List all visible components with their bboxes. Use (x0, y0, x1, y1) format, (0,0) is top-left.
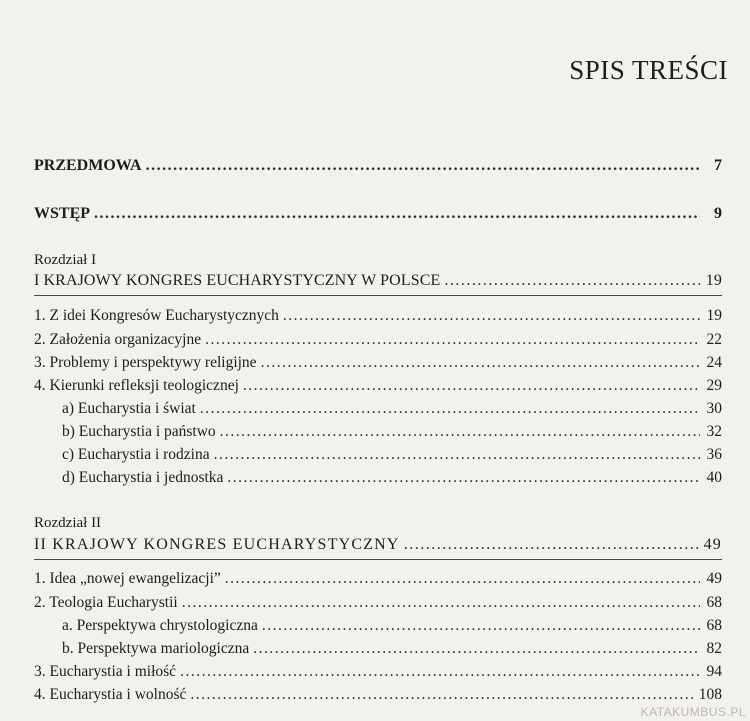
dot-leader (200, 399, 700, 419)
toc-entry-page: 32 (706, 423, 722, 440)
toc-entry-page: 82 (706, 640, 722, 657)
toc-entry-label: 1. Idea „nowej ewangelizacji” (34, 570, 221, 587)
toc-entry-label: a. Perspektywa chrystologiczna (62, 617, 258, 634)
chapter-1-title: I KRAJOWY KONGRES EUCHARYSTYCZNY W POLSCE (34, 272, 441, 289)
toc-entry-label: a) Eucharystia i świat (62, 400, 196, 417)
dot-leader (190, 685, 694, 705)
dot-leader (94, 204, 700, 224)
toc-entry-label: 3. Eucharystia i miłość (34, 663, 177, 680)
toc-entry-label: PRZEDMOWA (34, 157, 142, 174)
toc-subentry[interactable] (34, 616, 722, 636)
dot-leader (262, 616, 700, 636)
chapter-2-title-entry[interactable] (34, 535, 722, 555)
dot-leader (182, 593, 700, 613)
toc-entry-page: 19 (706, 307, 722, 324)
toc-entry-wstep[interactable] (34, 204, 722, 224)
toc-entry-page: 30 (706, 400, 722, 417)
dot-leader (261, 353, 700, 373)
toc-entry-page: 29 (706, 377, 722, 394)
toc-entry-page: 68 (706, 594, 722, 611)
chapter-1-divider (34, 295, 722, 296)
watermark: KATAKUMBUS.PL (640, 705, 746, 719)
toc-entry-page: 68 (706, 617, 722, 634)
toc-entry-page: 49 (706, 570, 722, 587)
toc-entry-label: c) Eucharystia i rodzina (62, 446, 210, 463)
toc-entry[interactable] (34, 685, 722, 705)
toc-entry-przedmowa[interactable] (34, 156, 722, 176)
toc-entry-label: b. Perspektywa mariologiczna (62, 640, 250, 657)
dot-leader (205, 330, 700, 350)
toc-entry[interactable] (34, 376, 722, 396)
toc-entry[interactable] (34, 662, 722, 682)
dot-leader (243, 376, 700, 396)
toc-entry-page: 40 (706, 469, 722, 486)
chapter-1-label: Rozdział I (34, 252, 97, 268)
toc-entry[interactable] (34, 593, 722, 613)
dot-leader (227, 468, 700, 488)
dot-leader (225, 569, 700, 589)
toc-entry-label: 2. Teologia Eucharystii (34, 594, 178, 611)
toc-entry-label: 1. Z idei Kongresów Eucharystycznych (34, 307, 279, 324)
chapter-2-label: Rozdział II (34, 515, 102, 531)
toc-entry[interactable] (34, 330, 722, 350)
dot-leader (146, 156, 700, 176)
dot-leader (444, 271, 700, 291)
page-title: SPIS TREŚCI (569, 55, 728, 85)
toc-entry-label: WSTĘP (34, 205, 91, 222)
toc-entry-label: d) Eucharystia i jednostka (62, 469, 224, 486)
toc-entry-label: 4. Eucharystia i wolność (34, 686, 187, 703)
toc-entry-page: 94 (706, 663, 722, 680)
dot-leader (253, 639, 700, 659)
toc-entry[interactable] (34, 569, 722, 589)
toc-subentry[interactable] (34, 422, 722, 442)
toc-entry-page: 36 (706, 446, 722, 463)
toc-entry-page: 7 (714, 157, 722, 174)
toc-entry-page: 108 (698, 686, 722, 703)
toc-entry-label: 4. Kierunki refleksji teologicznej (34, 377, 239, 394)
toc-subentry[interactable] (34, 399, 722, 419)
chapter-2-divider (34, 559, 722, 560)
dot-leader (283, 306, 700, 326)
toc-entry-page: 9 (714, 205, 722, 222)
toc-entry[interactable] (34, 353, 722, 373)
toc-entry-label: 2. Założenia organizacyjne (34, 331, 202, 348)
toc-subentry[interactable] (34, 468, 722, 488)
toc-entry-label: b) Eucharystia i państwo (62, 423, 216, 440)
toc-subentry[interactable] (34, 445, 722, 465)
dot-leader (404, 535, 700, 555)
chapter-1-title-entry[interactable] (34, 271, 722, 291)
toc-entry-page: 22 (706, 331, 722, 348)
dot-leader (214, 445, 700, 465)
toc-entry[interactable] (34, 306, 722, 326)
dot-leader (220, 422, 700, 442)
toc-entry-page: 19 (705, 272, 722, 289)
toc-entry-page: 49 (703, 536, 722, 553)
dot-leader (180, 662, 700, 682)
toc-entry-page: 24 (706, 354, 722, 371)
chapter-2-title: II KRAJOWY KONGRES EUCHARYSTYCZNY (34, 536, 400, 553)
toc-entry-label: 3. Problemy i perspektywy religijne (34, 354, 257, 371)
toc-subentry[interactable] (34, 639, 722, 659)
